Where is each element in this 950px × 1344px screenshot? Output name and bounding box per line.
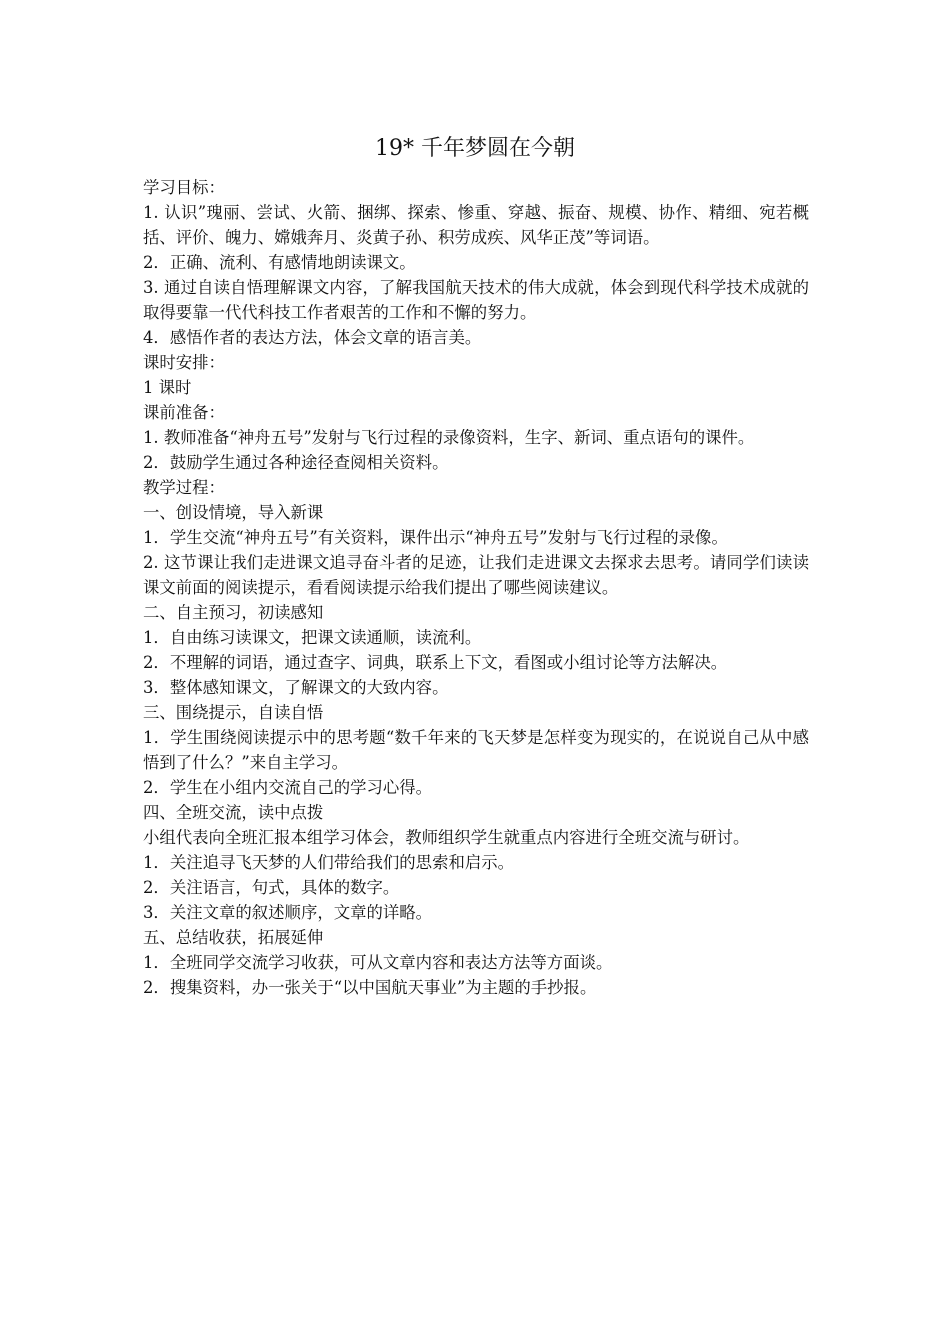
- goal-item-4: 4．感悟作者的表达方法，体会文章的语言美。: [143, 328, 482, 347]
- section-heading-schedule: 课时安排：: [143, 353, 225, 372]
- section-heading-goals: 学习目标：: [143, 178, 225, 197]
- step-2-item-2: 2．不理解的词语，通过查字、词典，联系上下文，看图或小组讨论等方法解决。: [143, 653, 728, 672]
- goal-item-1: 1. 认识”瑰丽、尝试、火箭、捆绑、探索、惨重、穿越、振奋、规模、协作、精细、宛若概括、评价、魄力、嫦娥奔月、炎黄子孙、积劳成疾、风华正茂”等词语。: [143, 203, 809, 247]
- document-title: 19* 千年梦圆在今朝: [375, 136, 575, 161]
- preparation-item-1: 1. 教师准备“神舟五号”发射与飞行过程的录像资料，生字、新词、重点语句的课件。: [143, 428, 755, 447]
- step-4-item-2: 2．关注语言，句式，具体的数字。: [143, 878, 400, 897]
- schedule-text: 1 课时: [143, 378, 192, 397]
- preparation-item-2: 2．鼓励学生通过各种途径查阅相关资料。: [143, 453, 449, 472]
- step-1-item-2: 2. 这节课让我们走进课文追寻奋斗者的足迹，让我们走进课文去探求去思考。请同学们读读课文前面的阅读提示，看看阅读提示给我们提出了哪些阅读建议。: [143, 553, 809, 597]
- step-2-item-3: 3．整体感知课文，了解课文的大致内容。: [143, 678, 449, 697]
- step-1-item-1: 1．学生交流“神舟五号”有关资料，课件出示“神舟五号”发射与飞行过程的录像。: [143, 528, 728, 547]
- step-heading-1: 一、创设情境，导入新课: [143, 503, 324, 522]
- goal-item-3: 3. 通过自读自悟理解课文内容，了解我国航天技术的伟大成就，体会到现代科学技术成就的取得要靠一代代科技工作者艰苦的工作和不懈的努力。: [143, 278, 809, 322]
- step-heading-5: 五、总结收获，拓展延伸: [143, 928, 324, 947]
- step-4-intro: 小组代表向全班汇报本组学习体会，教师组织学生就重点内容进行全班交流与研讨。: [143, 828, 750, 847]
- step-3-item-2: 2．学生在小组内交流自己的学习心得。: [143, 778, 433, 797]
- step-4-item-3: 3．关注文章的叙述顺序，文章的详略。: [143, 903, 433, 922]
- goal-item-2: 2．正确、流利、有感情地朗读课文。: [143, 253, 416, 272]
- step-5-item-2: 2．搜集资料，办一张关于“以中国航天事业”为主题的手抄报。: [143, 978, 597, 997]
- document-body: [143, 175, 809, 1000]
- step-5-item-1: 1．全班同学交流学习收获，可从文章内容和表达方法等方面谈。: [143, 953, 613, 972]
- section-heading-preparation: 课前准备：: [143, 403, 225, 422]
- step-4-item-1: 1．关注追寻飞天梦的人们带给我们的思索和启示。: [143, 853, 515, 872]
- step-heading-3: 三、围绕提示，自读自悟: [143, 703, 324, 722]
- section-heading-process: 教学过程：: [143, 478, 225, 497]
- step-3-item-1: 1．学生围绕阅读提示中的思考题“数千年来的飞天梦是怎样变为现实的，在说说自己从中感悟到了什么？”来自主学习。: [143, 728, 809, 772]
- step-heading-2: 二、自主预习，初读感知: [143, 603, 324, 622]
- step-heading-4: 四、全班交流，读中点拨: [143, 803, 324, 822]
- step-2-item-1: 1．自由练习读课文，把课文读通顺，读流利。: [143, 628, 482, 647]
